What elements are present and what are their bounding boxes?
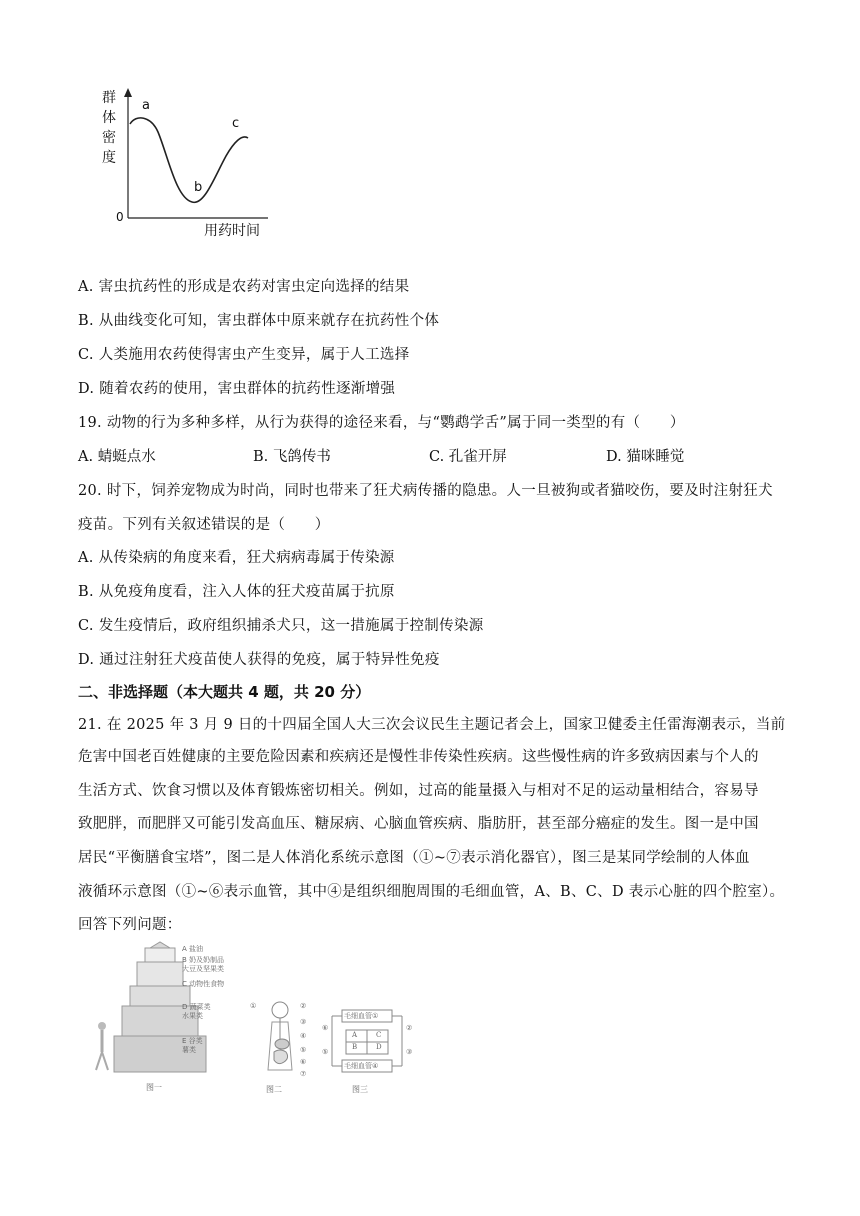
section-heading: 二、非选择题（本大题共 4 题，共 20 分）: [78, 683, 371, 701]
figure3-caption: 图三: [352, 1085, 368, 1094]
q18-option-a: A. 害虫抗药性的形成是农药对害虫定向选择的结果: [78, 279, 410, 295]
q21-line: 危害中国老百姓健康的主要危险因素和疾病还是慢性非传染性疾病。这些慢性病的许多致病因素与个人的: [78, 749, 759, 765]
q21-line: 21. 在 2025 年 3 月 9 日的十四届全国人大三次会议民生主题记者会上，国家卫健委主任雷海潮表示，当前: [78, 717, 786, 733]
digestive-label: ④: [300, 1032, 307, 1040]
y-label-char: 群: [102, 90, 116, 106]
q18-option-c: C. 人类施用农药使得害虫产生变异，属于人工选择: [78, 347, 410, 363]
q20-stem-line1: 20. 时下，饲养宠物成为时尚，同时也带来了狂犬病传播的隐患。人一旦被狗或者猫咬伤，要及时注射狂犬: [78, 483, 773, 499]
digestive-label: ⑦: [300, 1070, 307, 1078]
digestive-label: ③: [300, 1018, 307, 1026]
digestive-label: ①: [250, 1002, 257, 1010]
q20-option-b: B. 从免疫角度看，注入人体的狂犬疫苗属于抗原: [78, 584, 395, 600]
q21-line: 回答下列问题：: [78, 917, 182, 933]
digestive-label: ②: [300, 1002, 307, 1010]
capillary-bottom-label: 毛细血管④: [344, 1062, 379, 1070]
point-label-c: c: [232, 116, 240, 131]
pyramid-label: C 动物性食物: [182, 980, 225, 988]
chamber-d: D: [376, 1043, 382, 1051]
chamber-a: A: [352, 1031, 358, 1039]
y-label-char: 密: [102, 130, 116, 146]
vessel-label: ⑥: [322, 1024, 329, 1032]
q21-line: 液循环示意图（①~⑥表示血管，其中④是组织细胞周围的毛细血管，A、B、C、D 表示心脏的四个腔室）。: [78, 884, 785, 900]
point-label-a: a: [142, 98, 150, 113]
capillary-top-label: 毛细血管①: [344, 1012, 379, 1020]
q19-option-b: B. 飞鸽传书: [253, 449, 331, 465]
digestive-label: ⑥: [300, 1058, 307, 1066]
q21-line: 致肥胖，而肥胖又可能引发高血压、糖尿病、心脑血管疾病、脂肪肝，甚至部分癌症的发生。图一是中国: [78, 816, 759, 832]
q21-line: 生活方式、饮食习惯以及体育锻炼密切相关。例如，过高的能量摄入与相对不足的运动量相结合，容易导: [78, 783, 759, 799]
figure2-caption: 图二: [266, 1085, 282, 1094]
food-pyramid-figure: [90, 940, 240, 1100]
circulation-figure: [322, 1006, 414, 1098]
q20-option-a: A. 从传染病的角度来看，狂犬病病毒属于传染源: [78, 550, 395, 566]
q18-option-b: B. 从曲线变化可知，害虫群体中原来就存在抗药性个体: [78, 313, 440, 329]
vessel-label: ⑤: [322, 1048, 329, 1056]
q20-option-c: C. 发生疫情后，政府组织捕杀犬只，这一措施属于控制传染源: [78, 618, 484, 634]
pyramid-label: E 谷类: [182, 1037, 203, 1045]
point-label-b: b: [194, 180, 203, 195]
chamber-b: B: [352, 1043, 358, 1051]
pyramid-label: 水果类: [182, 1012, 203, 1020]
q19-option-d: D. 猫咪睡觉: [606, 449, 685, 465]
y-axis-label: [102, 88, 118, 168]
vessel-label: ③: [406, 1048, 413, 1056]
digestive-label: ⑤: [300, 1046, 307, 1054]
q19-option-a: A. 蜻蜓点水: [78, 449, 156, 465]
pyramid-label: D 蔬菜类: [182, 1003, 211, 1011]
q20-stem-line2: 疫苗。下列有关叙述错误的是（ ）: [78, 517, 330, 533]
pyramid-label: A 盐油: [182, 945, 204, 953]
pyramid-label: 大豆及坚果类: [182, 965, 224, 973]
density-curve: [130, 118, 248, 202]
q19-stem: 19. 动物的行为多种多样，从行为获得的途径来看，与“鹦鹉学舌”属于同一类型的有（ ）: [78, 415, 685, 431]
population-density-graph: [96, 86, 286, 246]
digestive-system-figure: [250, 1000, 320, 1100]
chamber-c: C: [376, 1031, 382, 1039]
pyramid-label: 薯类: [182, 1046, 196, 1054]
pyramid-level-labels: [182, 945, 224, 1055]
y-label-char: 度: [102, 150, 116, 166]
figure1-caption: 图一: [146, 1083, 162, 1092]
digestive-system-illustration: [250, 1000, 320, 1086]
q18-option-d: D. 随着农药的使用，害虫群体的抗药性逐渐增强: [78, 381, 396, 397]
q20-option-d: D. 通过注射狂犬疫苗使人获得的免疫，属于特异性免疫: [78, 652, 440, 668]
q21-line: 居民“平衡膳食宝塔”，图二是人体消化系统示意图（①~⑦表示消化器官），图三是某同学绘制的人体血: [78, 850, 750, 866]
q19-option-c: C. 孔雀开屏: [429, 449, 507, 465]
x-axis-label: 用药时间: [204, 223, 260, 239]
vessel-label: ②: [406, 1024, 413, 1032]
pyramid-label: B 奶及奶制品: [182, 956, 225, 964]
origin-label: 0: [116, 210, 124, 224]
y-label-char: 体: [102, 110, 116, 126]
y-axis-arrow: [124, 88, 132, 97]
